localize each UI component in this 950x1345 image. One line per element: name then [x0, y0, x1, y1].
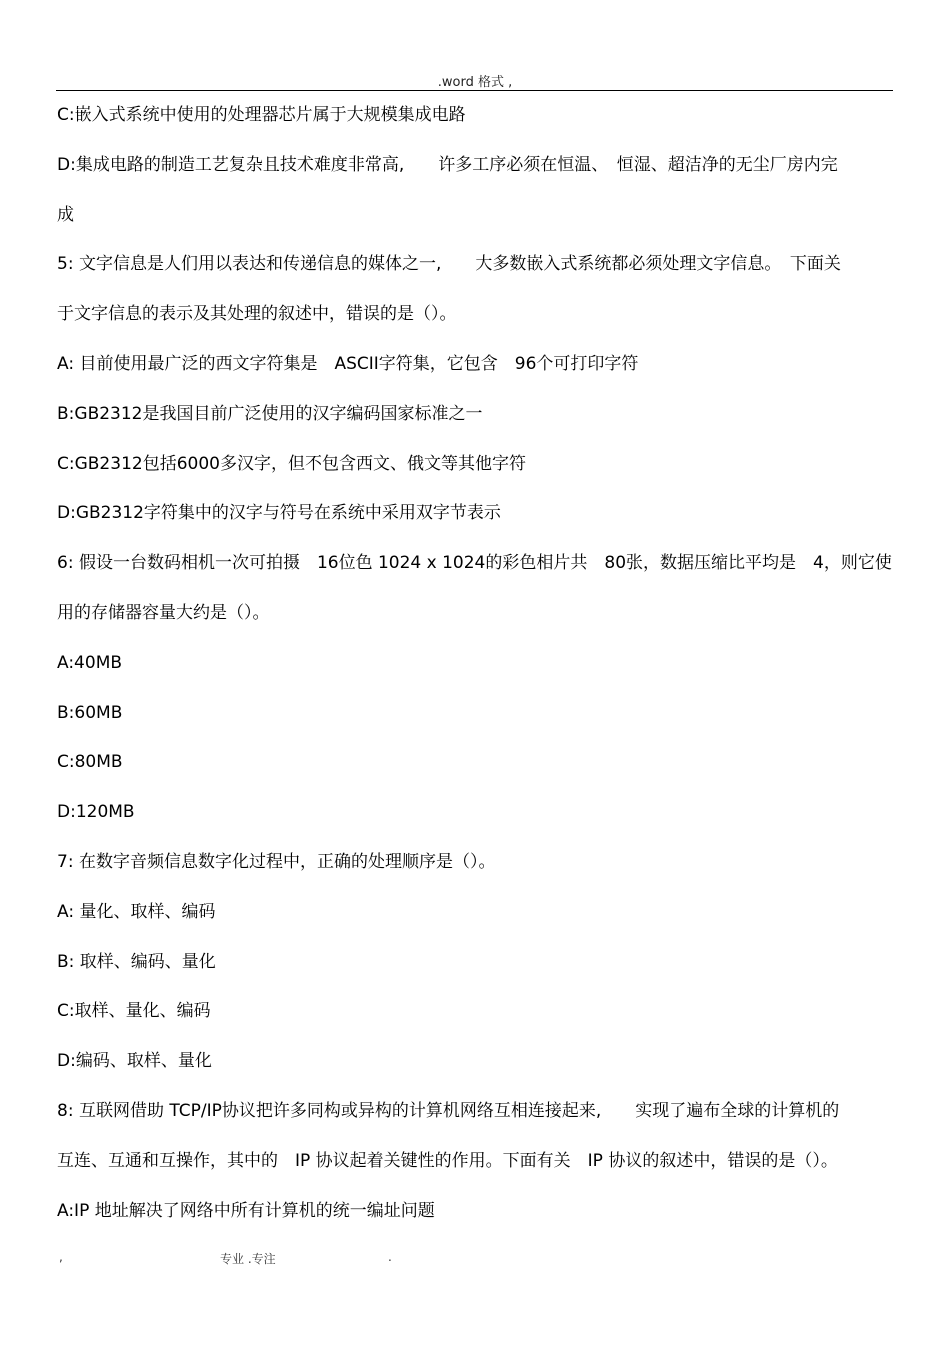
footer-right-mark: . — [388, 1250, 392, 1264]
page-footer — [0, 1250, 950, 1270]
text-line: C:80MB — [57, 752, 123, 773]
text-line: D:120MB — [57, 802, 135, 823]
text-line: 8: 互联网借助 TCP/IP协议把许多同构或异构的计算机网络互相连接起来, 实现了遍布全球的计算机的 — [57, 1100, 840, 1121]
text-line: 于文字信息的表示及其处理的叙述中，错误的是（）。 — [57, 304, 457, 325]
text-line: A:IP 地址解决了网络中所有计算机的统一编址问题 — [57, 1200, 435, 1221]
text-line: C:GB2312包括6000多汉字，但不包含西文、俄文等其他字符 — [57, 453, 526, 474]
document-body — [57, 91, 893, 1236]
text-line: 用的存储器容量大约是（）。 — [57, 602, 270, 623]
footer-center-text: 专业 .专注 — [220, 1252, 276, 1266]
text-line: D:编码、取样、量化 — [57, 1051, 212, 1072]
text-line: 成 — [57, 204, 74, 225]
text-line: D:GB2312字符集中的汉字与符号在系统中采用双字节表示 — [57, 503, 501, 524]
text-line: A: 量化、取样、编码 — [57, 901, 216, 922]
text-line: 互连、互通和互操作，其中的 IP 协议起着关键性的作用。下面有关 IP 协议的叙述中，错误的是（）。 — [57, 1150, 838, 1171]
text-line: 7: 在数字音频信息数字化过程中，正确的处理顺序是（）。 — [57, 851, 496, 872]
text-line: 5: 文字信息是人们用以表达和传递信息的媒体之一, 大多数嵌入式系统都必须处理文字信息。 下面关 — [57, 254, 841, 275]
text-line: A:40MB — [57, 652, 123, 673]
text-line: B:60MB — [57, 702, 123, 723]
page-header: .word 格式 , — [437, 75, 513, 90]
text-line: 6: 假设一台数码相机一次可拍摄 16位色 1024 x 1024的彩色相片共 80张，数据压缩比平均是 4，则它使 — [57, 553, 892, 574]
text-line: B: 取样、编码、量化 — [57, 951, 216, 972]
text-line: A: 目前使用最广泛的西文字符集是 ASCII字符集，它包含 96个可打印字符 — [57, 353, 639, 374]
text-line: C:取样、量化、编码 — [57, 1001, 211, 1022]
text-line: C:嵌入式系统中使用的处理器芯片属于大规模集成电路 — [57, 105, 466, 125]
text-line: D:集成电路的制造工艺复杂且技术难度非常高, 许多工序必须在恒温、 恒湿、超洁净的无尘厂房内完 — [57, 154, 838, 175]
footer-left-mark: , — [59, 1250, 63, 1264]
text-line: B:GB2312是我国目前广泛使用的汉字编码国家标准之一 — [57, 403, 483, 424]
